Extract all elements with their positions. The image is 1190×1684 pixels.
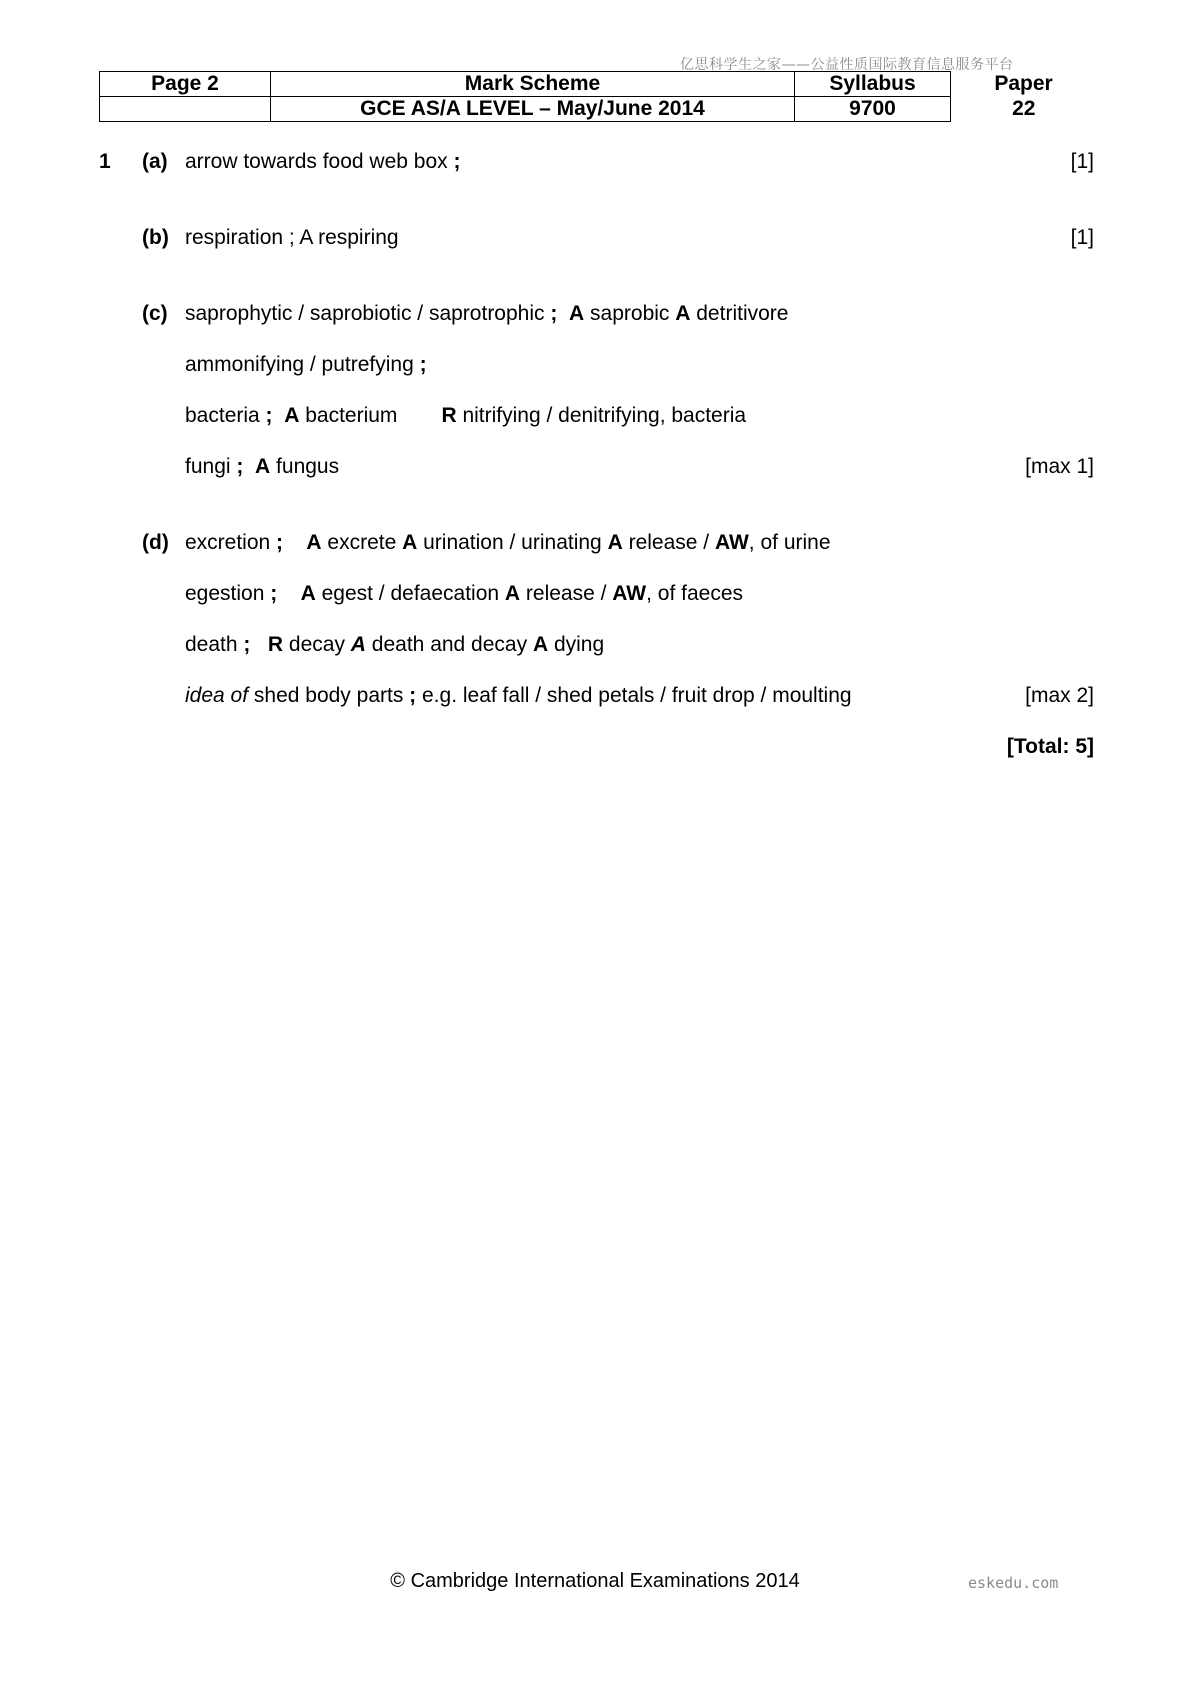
question-number: 1 (99, 150, 111, 173)
separator: ; (243, 633, 251, 656)
accept-marker: A (306, 531, 322, 554)
answer-text: urination / urinating (417, 531, 608, 554)
separator: ; (550, 302, 558, 325)
part-b-mark: [1] (1070, 226, 1094, 249)
accept-marker: A (607, 531, 623, 554)
answer-text: bacterium (299, 404, 398, 427)
separator: ; (276, 531, 284, 554)
answer-text: detritivore (690, 302, 789, 325)
part-d-line-3 (185, 633, 604, 657)
answer-text: death and decay (365, 633, 533, 656)
part-c-line-1 (185, 302, 788, 326)
accept-marker: A (569, 302, 585, 325)
part-b-text: respiration ; A respiring (185, 226, 399, 249)
part-c-line-2 (185, 353, 427, 377)
aw-marker: AW (714, 531, 749, 554)
idea-of-marker: idea of (185, 684, 249, 707)
aw-marker: AW (612, 582, 647, 605)
watermark-bottom: eskedu.com (968, 1574, 1059, 1592)
footer-copyright: © Cambridge International Examinations 2014 (390, 1570, 800, 1592)
part-a-mark: [1] (1070, 150, 1094, 173)
part-d-mark: [max 2] (1025, 684, 1094, 707)
reject-marker: R (441, 404, 457, 427)
separator: ; (236, 455, 244, 478)
answer-text: release / (622, 531, 715, 554)
header-subtitle: GCE AS/A LEVEL – May/June 2014 (271, 97, 795, 122)
header-empty-cell (100, 97, 271, 122)
part-a-text (185, 150, 460, 174)
separator: ; (419, 353, 427, 376)
accept-marker: A (402, 531, 418, 554)
answer-text: bacteria (185, 404, 266, 427)
answer-text: excrete (321, 531, 403, 554)
accept-marker: A (532, 633, 549, 656)
separator: ; (265, 404, 273, 427)
part-a-answer: arrow towards food web box (185, 150, 448, 173)
answer-text: e.g. leaf fall / shed petals / fruit drop / moulting (416, 684, 852, 707)
accept-marker: A (504, 582, 521, 605)
header-title: Mark Scheme (271, 72, 795, 97)
accept-marker: A (675, 302, 691, 325)
part-a-label: (a) (142, 150, 168, 173)
reject-marker: R (267, 633, 284, 656)
answer-text: shed body parts (248, 684, 410, 707)
header-syllabus-label: Syllabus (795, 72, 951, 97)
part-b-label: (b) (142, 226, 169, 249)
answer-text: death (185, 633, 244, 656)
answer-text: , of faeces (646, 582, 743, 605)
answer-text: egestion (185, 582, 271, 605)
answer-text: saprophytic / saprobiotic / saprotrophic (185, 302, 551, 325)
part-d-line-2 (185, 582, 743, 606)
header-table (99, 71, 1097, 122)
part-c-line-4 (185, 455, 339, 479)
header-syllabus-code: 9700 (795, 97, 951, 122)
separator: ; (270, 582, 278, 605)
answer-text: saprobic (584, 302, 676, 325)
separator: ; (453, 150, 461, 173)
header-paper-number: 22 (1012, 97, 1036, 120)
answer-text: nitrifying / denitrifying, bacteria (456, 404, 747, 427)
separator: ; (409, 684, 417, 707)
accept-marker: A (300, 582, 316, 605)
accept-marker: A (350, 633, 366, 656)
part-d-label: (d) (142, 531, 169, 554)
answer-text: fungi (185, 455, 237, 478)
answer-text: excretion (185, 531, 277, 554)
accept-marker: A (255, 455, 271, 478)
answer-text: , of urine (748, 531, 831, 554)
total-marks: [Total: 5] (1006, 735, 1094, 758)
answer-text: dying (548, 633, 605, 656)
part-c-mark: [max 1] (1025, 455, 1094, 478)
part-c-label: (c) (142, 302, 168, 325)
answer-text: decay (283, 633, 351, 656)
header-page: Page 2 (100, 72, 271, 97)
watermark-top: 亿思科学生之家——公益性质国际教育信息服务平台 (680, 57, 1014, 73)
part-d-line-4 (185, 684, 852, 708)
header-paper-label: Paper (994, 72, 1053, 95)
accept-marker: A (284, 404, 300, 427)
part-c-line-3 (185, 404, 746, 428)
answer-text: fungus (270, 455, 340, 478)
answer-text: ammonifying / putrefying (185, 353, 420, 376)
answer-text: egest / defaecation (315, 582, 505, 605)
part-d-line-1 (185, 531, 831, 555)
answer-text: release / (520, 582, 613, 605)
